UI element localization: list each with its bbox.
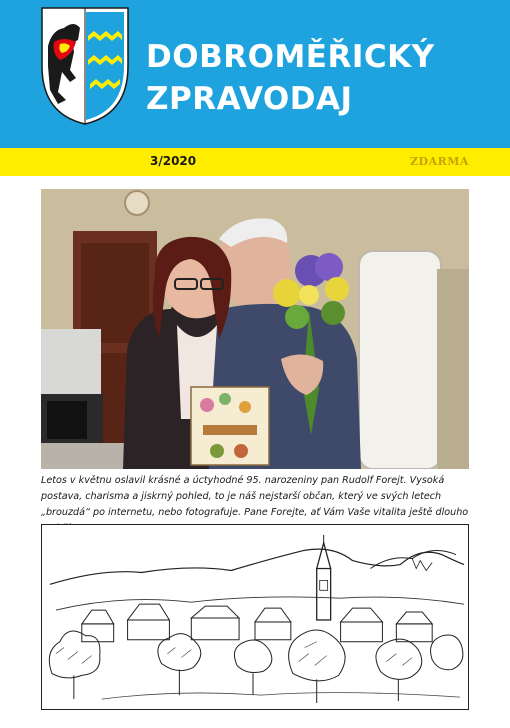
village-sketch xyxy=(41,524,469,710)
photo-caption: Letos v květnu oslavil krásné a úctyhodné 95. narozeniny pan Rudolf Forejt. Vysoká postava, charisma a jiskrný pohled, to je náš nejstarší občan, který ve svých letech „brouzdá“ po internetu, nebo fotografuje. Pane Forejte, ať Vám Vaše vitalita ještě dlouho vydrží! xyxy=(41,475,469,534)
coat-of-arms-icon xyxy=(40,6,130,126)
cover-photo xyxy=(41,189,469,469)
masthead-header xyxy=(0,0,510,148)
title-line-2: ZPRAVODAJ xyxy=(146,81,353,117)
masthead-title xyxy=(146,36,435,120)
issue-number: 3/2020 xyxy=(150,154,197,168)
title-line-1: DOBROMĚŘICKÝ xyxy=(146,39,435,75)
price-label: ZDARMA xyxy=(410,155,469,168)
